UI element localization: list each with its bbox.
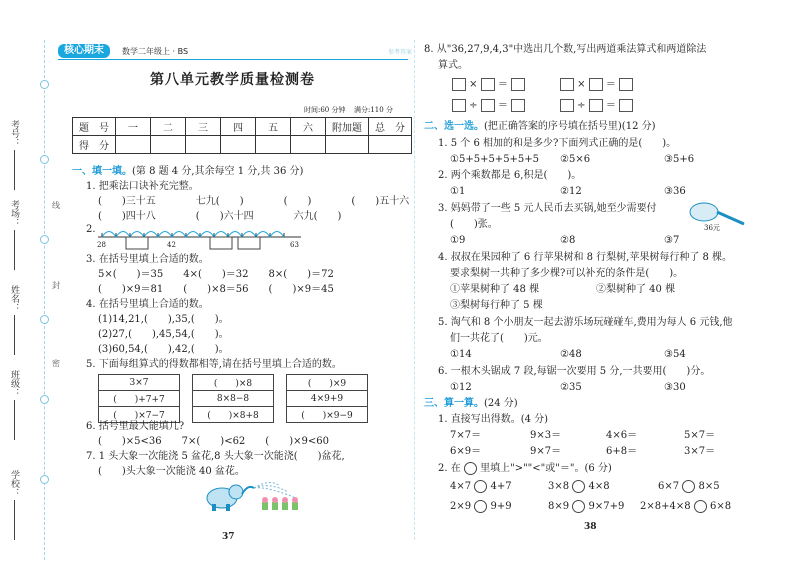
c4: 4. 叔叔在果园种了 6 行苹果树和 8 行梨树,苹果树每行种了 8 棵。 xyxy=(438,252,733,263)
brand-logo: 核心期末 xyxy=(58,44,110,58)
d1-item: 7×7＝ xyxy=(450,430,482,441)
exam-full-score: 满分:110 分 xyxy=(354,106,393,114)
q7-line-2: ( )头大象一次能浇 40 盆花。 xyxy=(98,466,245,477)
c2-opt-3: ③36 xyxy=(664,186,686,197)
q8-div-row-2: ÷ ＝ xyxy=(560,99,633,112)
book-title: 数学二年级上 · BS xyxy=(122,47,189,56)
q6: 6. 括号里最大能填几? xyxy=(86,421,185,432)
q1-row-b: ( )四十八 ( )六十四 六九( ) xyxy=(98,211,342,222)
section-2-heading: 二、选一选。(把正确答案的序号填在括号里)(12 分) xyxy=(424,121,656,132)
seal-char-line: 线 xyxy=(52,201,60,210)
c1-opt-3: ③5+6 xyxy=(664,154,695,165)
d1-item: 5×7＝ xyxy=(684,430,716,441)
q1: 1. 把乘法口诀补充完整。 xyxy=(86,181,199,192)
c6-opt-1: ①12 xyxy=(450,382,472,393)
q8-div-row-1: ÷ ＝ xyxy=(452,99,525,112)
q4: 4. 在括号里填上合适的数。 xyxy=(86,299,209,310)
q1-row-a: ( )三十五 七九( ) ( ) ( )五十六 xyxy=(98,196,410,207)
q6-row: ( )×5<36 7×( )<62 ( )×9<60 xyxy=(98,436,329,447)
binding-margin xyxy=(0,0,58,585)
d1-item: 6+8＝ xyxy=(606,446,638,457)
d1-item: 6×9＝ xyxy=(450,446,482,457)
q4-row-3: (3)60,54,( ),42,( )。 xyxy=(98,344,229,355)
label-name: 姓名： xyxy=(9,285,19,312)
q8-mult-row-1: × ＝ xyxy=(452,78,525,91)
q2: 2. xyxy=(86,224,96,235)
c6-opt-2: ②35 xyxy=(560,382,582,393)
c5-line-2: 们一共花了( )元。 xyxy=(450,333,548,344)
c5: 5. 淘气和 8 个小朋友一起去游乐场玩碰碰车,费用为每人 6 元钱,他 xyxy=(438,317,733,328)
number-line xyxy=(96,224,306,252)
c1: 1. 5 个 6 相加的和是多少?下面列式正确的是( )。 xyxy=(438,138,677,149)
q5-group-1: 3×7 ( )+7+7 ( )×7−7 xyxy=(98,374,180,423)
c5-opt-1: ①14 xyxy=(450,349,472,360)
section-3-heading: 三、算一算。(24 分) xyxy=(424,398,518,409)
c1-opt-2: ②5×6 xyxy=(560,154,591,165)
c6-opt-3: ③30 xyxy=(664,382,686,393)
q3-row-b: ( )×9＝81 ( )×8＝56 ( )×9＝45 xyxy=(98,284,334,295)
c2: 2. 两个乘数都是 6,积是( )。 xyxy=(438,170,582,181)
seal-char-secret: 密 xyxy=(52,359,60,368)
label-exam-number: 考号： xyxy=(9,120,19,147)
c3-line-2: ( )张。 xyxy=(450,219,498,230)
c4-opt-1: ①苹果树种了 48 棵 xyxy=(450,284,540,295)
tick-42: 42 xyxy=(167,241,176,249)
tick-63: 63 xyxy=(290,241,299,249)
page-number-left: 37 xyxy=(222,532,235,542)
c2-opt-1: ①1 xyxy=(450,186,466,197)
d2-item: 4×7 4+7 xyxy=(450,481,512,492)
section-1-heading: 一、填一填。(第 8 题 4 分,其余每空 1 分,共 36 分) xyxy=(72,166,304,177)
q8-mult-row-2: × ＝ xyxy=(560,78,633,91)
label-exam-room: 考场： xyxy=(9,200,19,227)
q5: 5. 下面每组算式的得数都相等,请在括号里填上合适的数。 xyxy=(86,359,342,370)
q7-line-1: 7. 1 头大象一次能浇 5 盆花,8 头大象一次能浇( )盆花, xyxy=(86,451,345,462)
c2-opt-2: ②12 xyxy=(560,186,582,197)
d1: 1. 直接写出得数。(4 分) xyxy=(438,414,549,425)
d2-item: 6×7 8×5 xyxy=(658,481,720,492)
score-table: 题 号 一 二 三 四 五 六 附加题 总 分 得 分 xyxy=(72,117,412,154)
d1-item: 3×7＝ xyxy=(684,446,716,457)
d1-item: 9×3＝ xyxy=(530,430,562,441)
page-fold xyxy=(414,40,415,540)
d2-item: 8×9 9×7+9 xyxy=(548,501,625,512)
d1-item: 4×6＝ xyxy=(606,430,638,441)
c3: 3. 妈妈带了一些 5 元人民币去买锅,她至少需要付 xyxy=(438,203,657,214)
c3-opt-2: ②8 xyxy=(560,235,576,246)
q4-row-2: (2)27,( ),45,54,( )。 xyxy=(98,329,229,340)
q4-row-1: (1)14,21,( ),35,( )。 xyxy=(98,314,229,325)
tick-28: 28 xyxy=(97,241,106,249)
c4-opt-2: ②梨树种了 40 棵 xyxy=(596,284,676,295)
c5-opt-2: ②48 xyxy=(560,349,582,360)
corner-mark: 参考答案 xyxy=(388,49,413,56)
c3-opt-3: ③7 xyxy=(664,235,680,246)
seal-char-seal: 封 xyxy=(52,281,60,290)
c4-opt-3: ③梨树每行种了 5 棵 xyxy=(450,300,543,311)
q8-line-2: 算式。 xyxy=(438,60,468,71)
q3-row-a: 5×( )＝35 4×( )＝32 8×( )＝72 xyxy=(98,269,334,280)
d2-item: 3×8 4×8 xyxy=(548,481,610,492)
d2-item: 2×9 9+9 xyxy=(450,501,512,512)
label-class: 班级： xyxy=(9,370,19,397)
q5-group-3: ( )×9 4×9+9 ( )×9−9 xyxy=(286,374,368,423)
exam-time: 时间:60 分钟 xyxy=(304,106,346,114)
d2-item: 2×8+4×8 6×8 xyxy=(640,501,732,512)
circle-icon xyxy=(464,462,477,475)
exam-title: 第八单元教学质量检测卷 xyxy=(150,72,315,88)
q8-line-1: 8. 从"36,27,9,4,3"中选出几个数,写出两道乘法算式和两道除法 xyxy=(424,44,707,55)
q3: 3. 在括号里填上合适的数。 xyxy=(86,254,209,265)
d2: 2. 在 里填上">""<"或"＝"。(6 分) xyxy=(438,463,612,474)
elephant-illustration xyxy=(200,478,310,512)
page-number-right: 38 xyxy=(584,522,597,532)
c1-opt-1: ①5+5+5+5+5+5 xyxy=(450,154,540,165)
q5-group-2: ( )×8 8×8−8 ( )×8+8 xyxy=(192,374,274,423)
c5-opt-3: ③54 xyxy=(664,349,686,360)
c3-opt-1: ①9 xyxy=(450,235,466,246)
c4-line-2: 要求梨树一共种了多少棵?可以补充的条件是( )。 xyxy=(450,268,684,279)
pan-price: 36元 xyxy=(704,224,720,232)
d1-item: 9×7＝ xyxy=(530,446,562,457)
c6: 6. 一根木头锯成 7 段,每锯一次要用 5 分,一共要用( )分。 xyxy=(438,366,711,377)
label-school: 学校： xyxy=(9,470,19,497)
